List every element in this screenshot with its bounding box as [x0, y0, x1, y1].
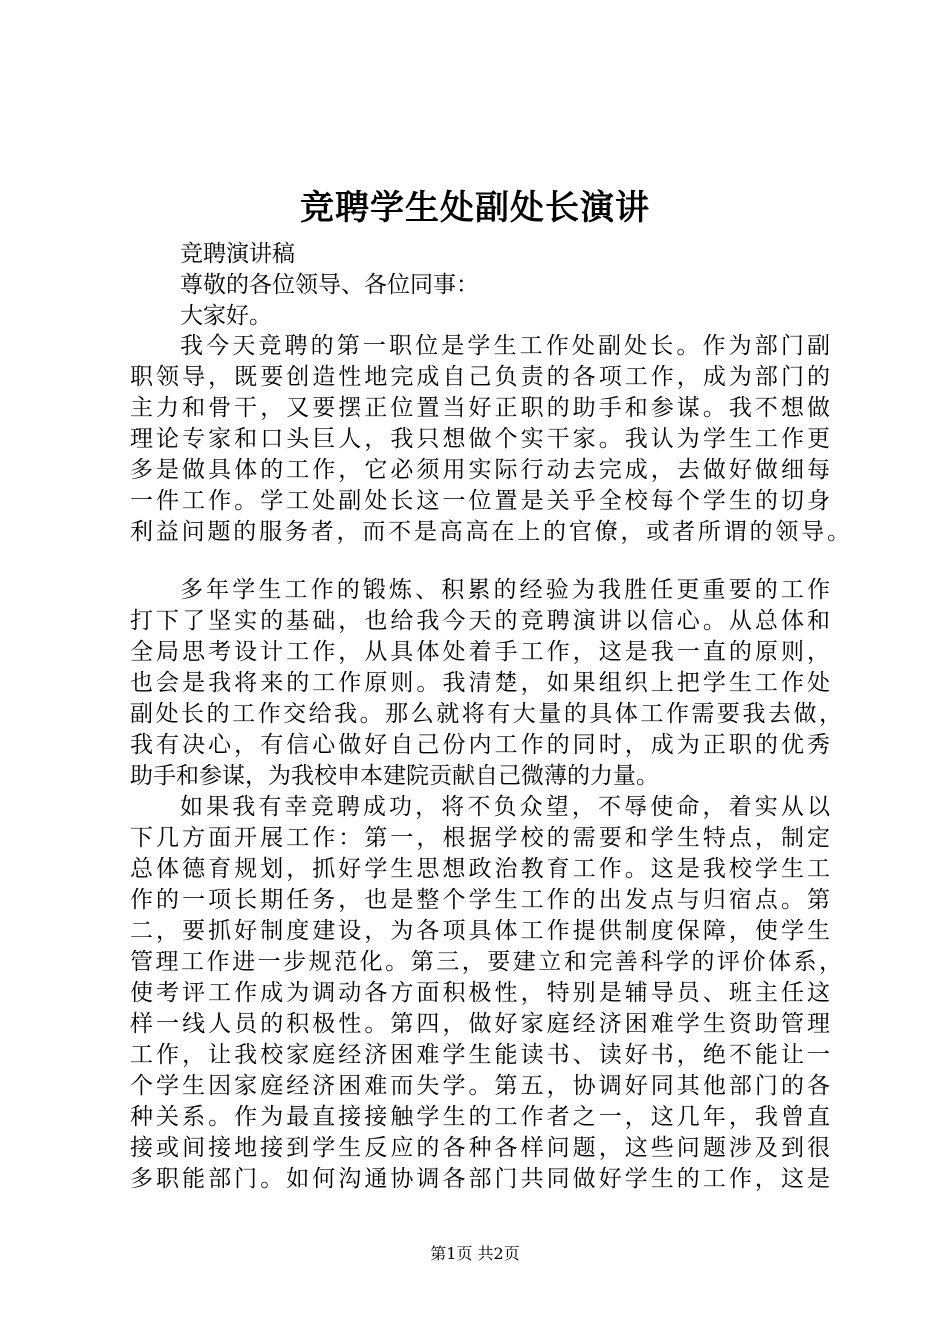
document-title: 竞聘学生处副处长演讲	[300, 188, 650, 228]
paragraph-line: 工作，让我校家庭经济困难学生能读书、读好书，绝不能让一	[130, 1042, 830, 1068]
paragraph-line: 理论专家和口头巨人，我只想做个实干家。我认为学生工作更	[130, 426, 830, 452]
paragraph-line: 也会是我将来的工作原则。我清楚，如果组织上把学生工作处	[130, 670, 830, 696]
greeting-line: 大家好。	[180, 303, 272, 329]
paragraph-line: 我今天竞聘的第一职位是学生工作处副处长。作为部门副	[180, 333, 830, 359]
paragraph-line: 我有决心，有信心做好自己份内工作的同时，成为正职的优秀	[130, 732, 830, 758]
paragraph-line: 副处长的工作交给我。那么就将有大量的具体工作需要我去做，	[130, 701, 842, 727]
page-footer: 第1页 共2页	[430, 1244, 520, 1263]
subtitle-line: 竞聘演讲稿	[180, 241, 295, 267]
paragraph-line: 接或间接地接到学生反应的各种各样问题，这些问题涉及到很	[130, 1135, 830, 1161]
paragraph-line: 多职能部门。如何沟通协调各部门共同做好学生的工作，这是	[130, 1166, 830, 1192]
paragraph-line: 样一线人员的积极性。第四，做好家庭经济困难学生资助管理	[130, 1011, 830, 1037]
paragraph-line: 一件工作。学工处副处长这一位置是关乎全校每个学生的切身	[130, 488, 830, 514]
paragraph-line: 如果我有幸竞聘成功，将不负众望，不辱使命，着实从以	[180, 794, 830, 820]
paragraph-line: 全局思考设计工作，从具体处着手工作，这是我一直的原则，	[130, 639, 830, 665]
paragraph-line: 个学生因家庭经济困难而失学。第五，协调好同其他部门的各	[130, 1073, 830, 1099]
paragraph-line: 多年学生工作的锻炼、积累的经验为我胜任更重要的工作	[180, 577, 830, 603]
paragraph-line: 总体德育规划，抓好学生思想政治教育工作。这是我校学生工	[130, 856, 830, 882]
paragraph-line: 打下了坚实的基础，也给我今天的竞聘演讲以信心。从总体和	[130, 608, 830, 634]
paragraph-line: 利益问题的服务者，而不是高高在上的官僚，或者所谓的领导。	[130, 519, 850, 545]
paragraph-line: 职领导，既要创造性地完成自己负责的各项工作，成为部门的	[130, 364, 830, 390]
paragraph-line: 种关系。作为最直接接触学生的工作者之一，这几年，我曾直	[130, 1104, 830, 1130]
salutation-line: 尊敬的各位领导、各位同事：	[180, 272, 479, 298]
paragraph-line: 二，要抓好制度建设，为各项具体工作提供制度保障，使学生	[130, 918, 830, 944]
paragraph-line: 使考评工作成为调动各方面积极性，特别是辅导员、班主任这	[130, 980, 830, 1006]
paragraph-line: 助手和参谋，为我校申本建院贡献自己微薄的力量。	[130, 763, 659, 789]
paragraph-line: 作的一项长期任务，也是整个学生工作的出发点与归宿点。第	[130, 887, 830, 913]
paragraph-line: 主力和骨干，又要摆正位置当好正职的助手和参谋。我不想做	[130, 395, 830, 421]
paragraph-line: 多是做具体的工作，它必须用实际行动去完成，去做好做细每	[130, 457, 830, 483]
paragraph-line: 管理工作进一步规范化。第三，要建立和完善科学的评价体系，	[130, 949, 842, 975]
paragraph-line: 下几方面开展工作：第一，根据学校的需要和学生特点，制定	[130, 825, 830, 851]
